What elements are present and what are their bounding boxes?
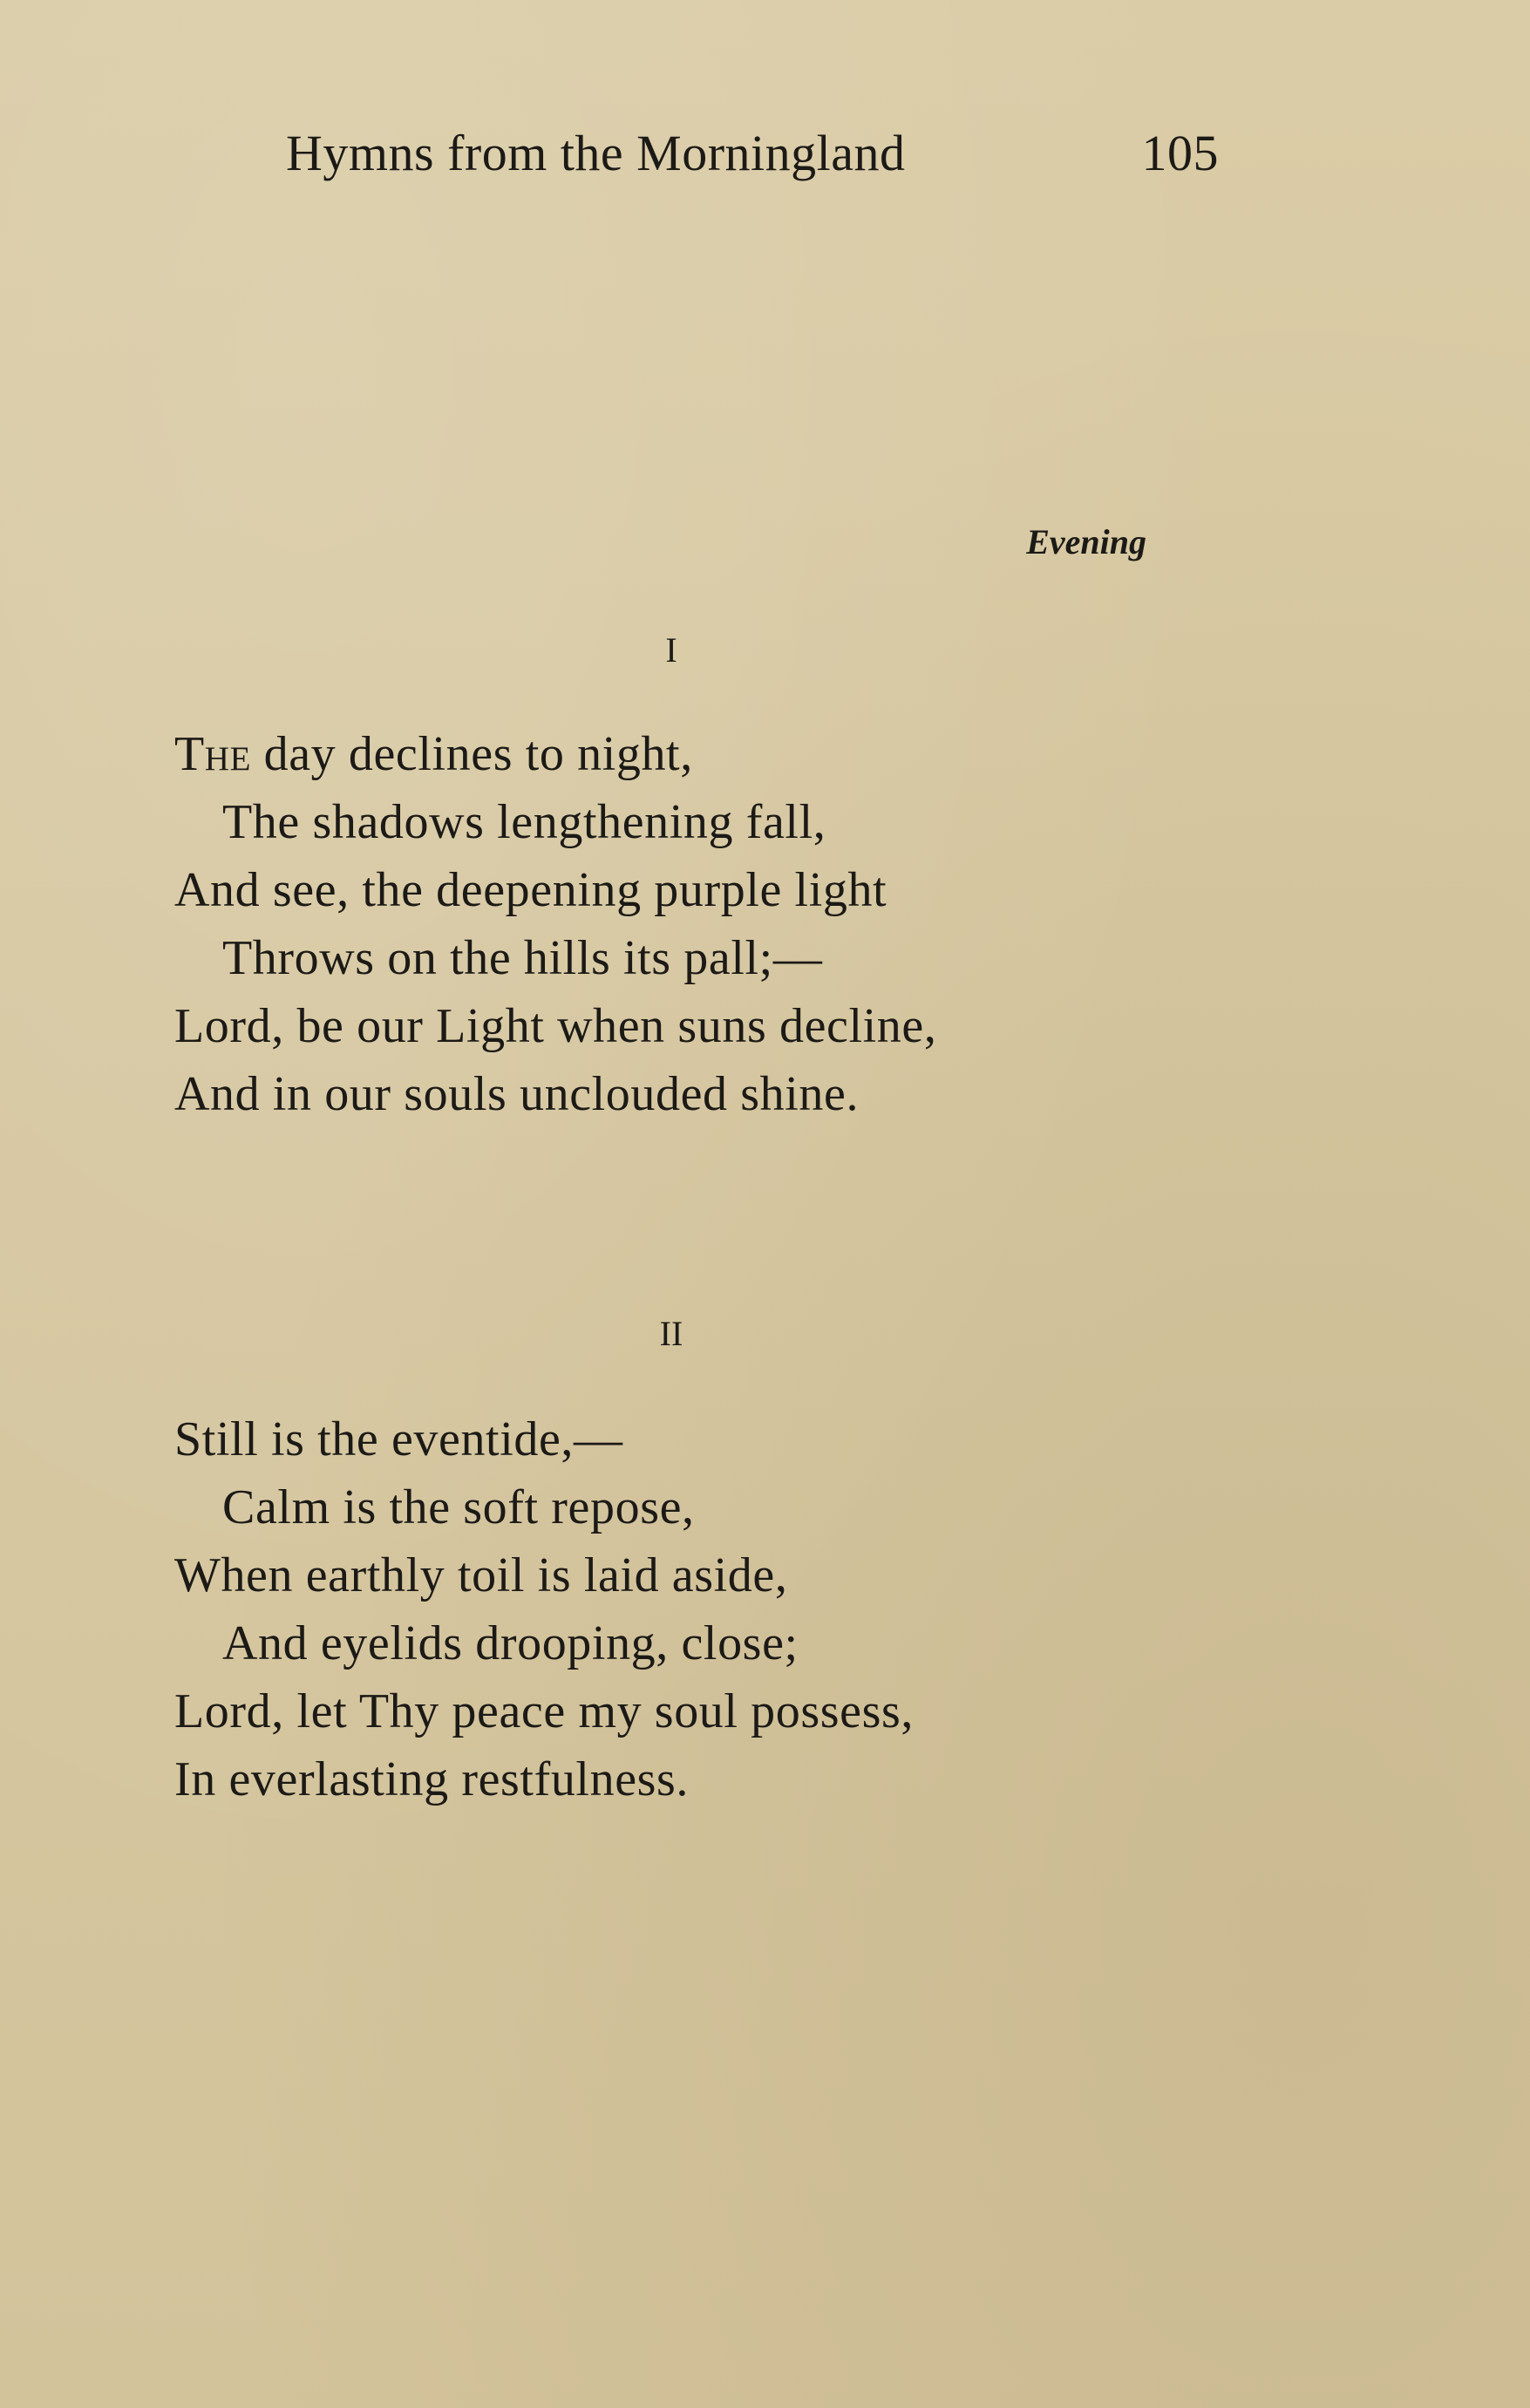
poem-line: Calm is the soft repose, [222, 1480, 695, 1534]
poem-line: In everlasting restfulness. [174, 1752, 690, 1806]
poem-line: When earthly toil is laid aside, [174, 1548, 788, 1602]
poem-line: The shadows lengthening fall, [222, 795, 826, 849]
poem-line: And in our souls unclouded shine. [174, 1067, 860, 1121]
stanza-1 [174, 720, 1221, 1128]
poem-line [174, 720, 1221, 788]
book-title: Hymns from the Morningland [286, 125, 906, 181]
poem-line: And eyelids drooping, close; [222, 1616, 799, 1670]
poem-line: And see, the deepening purple light [174, 863, 887, 917]
poem-line: Still is the eventide,— [174, 1412, 623, 1466]
poem-title: Evening [1026, 522, 1146, 561]
stanza-number: I [665, 630, 677, 670]
poem-line: Lord, let Thy peace my soul possess, [174, 1684, 914, 1738]
stanza-number: II [659, 1314, 683, 1353]
running-header [286, 124, 1219, 194]
stanza-2 [174, 1405, 1221, 1813]
drop-word: The [174, 727, 251, 781]
poem-line: Throws on the hills its pall;— [222, 931, 823, 985]
poem-line: Lord, be our Light when suns decline, [174, 999, 937, 1053]
line-rest: day declines to night, [251, 727, 693, 781]
page-number: 105 [1141, 125, 1219, 181]
